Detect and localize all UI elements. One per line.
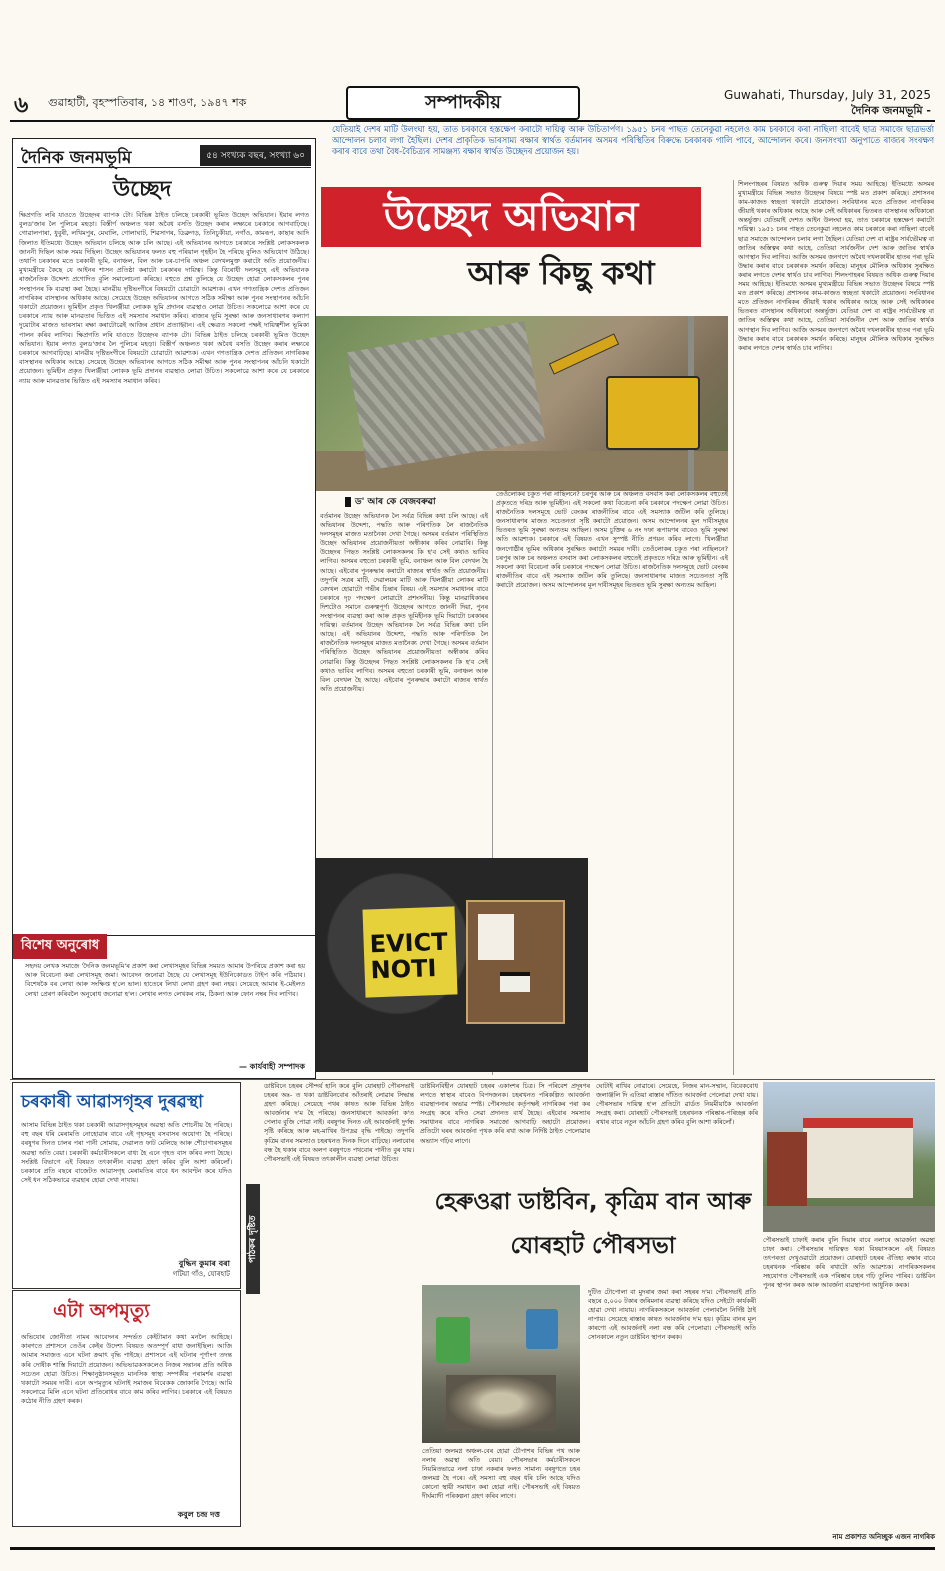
dustbin-column-b: ডাষ্টবিনবিহীন যোৰহাট চহৰৰ একাংশৰ চিত্ৰ। সি পৰিবেশ প্ৰদূষণৰ লগতে স্বাস্থ্যৰ বাবেও বিপদজনক। চহৰখনত পৰিকল্পিত আবৰ্জনা ব্যৱস্থাপনাৰ অভাৱ স্পষ্ট। পৌৰসভাৰ কৰ্তৃপক্ষই নাগৰিকৰ পৰা কৰ সংগ্ৰহ কৰে যদিও সেৱা প্ৰদানত ব্যৰ্থ হৈছে। এইবোৰ সমস্যাৰ সমাধানৰ বাবে নাগৰিক সমাজো আগবাঢ়ি অহাটো প্ৰয়োজন। প্ৰতিটো ঘৰৰ আবৰ্জনা পৃথক কৰি ৰখা আৰু নিৰ্দিষ্ট ঠাইত পেলোৱাৰ অভ্যাস গঢ়িব লাগে। [420,1083,590,1145]
editorial-masthead [17,143,311,168]
letter-death-body: অভিযোৰ জোনীতা নামৰ আবেদনৰ সন্দৰ্ভত কেইটামান কথা মনলৈ আহিছে। কাৰণতে প্ৰশাসনে তেওঁৰ কেইৰ উদেশ্য বিষয়ত অতম্পূৰ্ণ বাধা জনাইছিল। আজি আমাৰ সমাজত এনে ঘটনা ক্ৰমাৎ বৃদ্ধি পাইছে। প্ৰশাসনে এই ঘটনাৰ পূৰ্ণাংগ তদন্ত কৰি দোষীক শাস্তি দিয়াটো প্ৰয়োজন। অভিভাৱকসকলেও নিজৰ সন্তানৰ প্ৰতি অধিক সচেতন হোৱা উচিত। শিক্ষানুষ্ঠানসমূহত মানসিক স্বাস্থ্য সম্পৰ্কীয় পৰামৰ্শৰ ব্যৱস্থা থকাটো সময়ৰ দাবী। এনে অপমৃত্যুৰ ঘটনাই সমাজৰ বিবেকক জোকাৰি গৈছে। আমি সকলোৱে মিলি এনে ঘটনা প্ৰতিৰোধৰ বাবে কাম কৰিব লাগিব। চৰকাৰে এই বিষয়ত কঠোৰ নীতি গ্ৰহণ কৰক। [21,1333,232,1406]
feature-title-line1: উচ্ছেদ অভিযান [321,187,701,247]
editorial-box [12,138,316,940]
page-number: ৬ [14,93,29,118]
letter-housing-author: বুদ্ধিন কুমাৰ বৰা [178,1259,230,1268]
feature-column-3: শিলংপাহৰৰ বিষয়ত অধিক গুৰুত্ব দিয়াৰ সময় আহিছে। ইতিমধ্যে অসমৰ মুখ্যমন্ত্ৰীয়ে বিভিন্ন সভাত উচ্ছেদৰ বিষয়ে স্পষ্ট মত প্ৰকাশ কৰিছে। প্ৰশাসনৰ কাম-কাজত স্বচ্ছতা থকাটো প্ৰয়োজন। সংবিধানৰ মতে প্ৰতিজন নাগৰিকৰ জীয়াই থকাৰ অধিকাৰ আছে আৰু সেই অধিকাৰৰ ভিতৰত বাসস্থানৰ অধিকাৰো অন্তৰ্ভুক্ত। যেতিয়াই দেশত আইন উলংঘা হয়, তাত চৰকাৰে হস্তক্ষেপ কৰাটো দায়িত্ব। ১৯৫১ চনৰ পাছত তেনেকুৱা নহলেও কাম চৰকাৰে কৰা নাছিলা বাবেই ছাত্ৰ সমাজে আন্দোলন চলাব লগা হৈছিল। যেতিয়া দেশ বা ৰাষ্ট্ৰৰ সাৰ্বভৌমত্ব বা জাতিৰ অস্তিত্বৰ কথা আহে, তেতিয়া সাৰ্বজনীন দেশ আৰু জাতিৰ স্বাৰ্থক আগস্থান দিব লাগিব। আজি অসমৰ জনগণে অবৈধ দখলকাৰীৰ হাতৰ পৰা ভূমি উদ্ধাৰ কৰাৰ বাবে চৰকাৰক সমৰ্থন কৰিছে। মানুহৰ মৌলিক অধিকাৰ সুৰক্ষিত কৰাৰ লগতে দেশৰ স্বাৰ্থও চাব লাগিব। শিলংপাহৰৰ বিষয়ত অধিক গুৰুত্ব দিয়াৰ সময় আহিছে। ইতিমধ্যে অসমৰ মুখ্যমন্ত্ৰীয়ে বিভিন্ন সভাত উচ্ছেদৰ বিষয়ে স্পষ্ট মত প্ৰকাশ কৰিছে। প্ৰশাসনৰ কাম-কাজত স্বচ্ছতা থকাটো প্ৰয়োজন। সংবিধানৰ মতে প্ৰতিজন নাগৰিকৰ জীয়াই থকাৰ অধিকাৰ আছে আৰু সেই অধিকাৰৰ ভিতৰত বাসস্থানৰ অধিকাৰো অন্তৰ্ভুক্ত। যেতিয়া দেশ বা ৰাষ্ট্ৰৰ সাৰ্বভৌমত্ব বা জাতিৰ অস্তিত্বৰ কথা আহে, তেতিয়া সাৰ্বজনীন দেশ আৰু জাতিৰ স্বাৰ্থক আগস্থান দিব লাগিব। আজি অসমৰ জনগণে অবৈধ দখলকাৰীৰ হাতৰ পৰা ভূমি উদ্ধাৰ কৰাৰ বাবে চৰকাৰক সমৰ্থন কৰিছে। মানুহৰ মৌলিক অধিকাৰ সুৰক্ষিত কৰাৰ লগতে দেশৰ স্বাৰ্থও চাব লাগিব। [738,181,934,352]
dustbin-article-title: হেৰুওৱা ডাষ্টবিন, কৃত্ৰিম বান আৰু যোৰহাট পৌৰসভা [434,1189,752,1259]
letter-death-signature: কবুল চন্দ্ৰ দত্ত [177,1510,220,1519]
page-header [10,84,935,120]
dustbin-column-c: ঘোটাই ৰাখিব নোৱাৰে। সেয়েহে, নিজৰ মান-সম্মান, বিবেকবোধ জলাঞ্জলি দি এতিয়া ৰাস্তাৰ দাঁতিত আবৰ্জনা পেলোৱা দেখা যায়। পৌৰসভাৰ দায়িত্ব হ'ল প্ৰতিটো ৱাৰ্ডত নিয়মীয়াকৈ আবৰ্জনা সংগ্ৰহ কৰা। যোৰহাট পৌৰসভাই চহৰখনক পৰিষ্কাৰ-পৰিচ্ছন্ন কৰি ৰখাৰ বাবে নতুন আঁচনি গ্ৰহণ কৰিব বুলি আশা কৰিলোঁ। [596,1083,758,1127]
masthead-name: দৈনিক জনমভূমি [21,148,132,168]
letter-housing-signature [173,1258,230,1280]
special-request-body: সহৃদয় লেখক সমাজে 'দৈনিক জনমভূমি'ৰ প্ৰকাশ কৰা লেখাসমূহৰ বিভিন্ন সময়ত আমাৰ উপৰিয়ে প্ৰকাশ কৰা হয় আৰু বিবেচনা কৰা লেখাসমূহ জমা। আবেদন জনোৱা হৈছে যে লেখাসমূহ ইউনিকোডত টাইপ কৰি পঠিয়াব। বিশেষকৈ বৰ লেখা আৰু সংক্ষিপ্ত হ'লে ভাল। হাতেৰে লিখা লেখা গ্ৰহণ কৰা নহয়। সেয়েহে আমাৰ ই-মেইলত লেখা প্ৰেৰণ কৰিবলৈ অনুৰোধ জনোৱা হ'ল। লেখাৰ লগত লেখকৰ নাম, ঠিকনা আৰু ফোন নম্বৰ দিব লাগিব। [25,962,305,998]
readers-view-tag: পাঠকৰ দৃষ্টিত [246,1184,260,1294]
garbage-photo [422,1285,580,1443]
letter-housing-title: চৰকাৰী আৱাসগৃহৰ দুৰৱস্থা [21,1092,204,1112]
feature-column-2: তেওঁলোকৰ চকুত পৰা নাছিলনে? চৰপুৰ আৰু চৰ অঞ্চলত বসবাস কৰা লোকসকলৰ বহুতেই প্ৰকৃততে দৰিদ্ৰ আৰু ভূমিহীন। এই সকলো কথা বিবেচনা কৰি চৰকাৰে পদক্ষেপ লোৱা উচিত। ৰাজনৈতিক দলসমূহে ভোট বেংকৰ ৰাজনীতিৰ বাবে এই সমস্যাক জটিল কৰি তুলিছে। জনসাধাৰণৰ মাজত সচেতনতা সৃষ্টি কৰাটো প্ৰয়োজন। অসম আন্দোলনৰ মূল দাবীসমূহৰ ভিতৰত ভূমি সুৰক্ষা অন্যতম আছিল। অসম চুক্তিৰ ৬ নং দফা ৰূপায়ণৰ বাবেও ভূমি সুৰক্ষা অতি আৱশ্যক। চৰকাৰে এই বিষয়ত এখন সুস্পষ্ট নীতি প্ৰণয়ন কৰিব লাগে। খিলঞ্জীয়া জনগোষ্ঠীৰ ভূমিৰ অধিকাৰ সুৰক্ষিত কৰাটো সময়ৰ দাবী। তেওঁলোকৰ চকুত পৰা নাছিলনে? চৰপুৰ আৰু চৰ অঞ্চলত বসবাস কৰা লোকসকলৰ বহুতেই প্ৰকৃততে দৰিদ্ৰ আৰু ভূমিহীন। এই সকলো কথা বিবেচনা কৰি চৰকাৰে পদক্ষেপ লোৱা উচিত। ৰাজনৈতিক দলসমূহে ভোট বেংকৰ ৰাজনীতিৰ বাবে এই সমস্যাক জটিল কৰি তুলিছে। জনসাধাৰণৰ মাজত সচেতনতা সৃষ্টি কৰাটো প্ৰয়োজন। অসম আন্দোলনৰ মূল দাবীসমূহৰ ভিতৰত ভূমি সুৰক্ষা অন্যতম আছিল। [496,491,728,589]
dustbin-column-a: ডাষ্টবিনে চহৰৰ সৌন্দৰ্য হানি কৰে বুলি যোৰহাট পৌৰসভাই চহৰৰ অঃ- ত থকা ডাষ্টবিনবোৰ আঁতৰাই লোৱাৰ সিদ্ধান্ত গ্ৰহণ কৰিছে। সেয়েহে পথৰ কাষত আৰু বিভিন্ন ঠাইত আবৰ্জনাৰ দ'ম হৈ পৰিছে। জনসাধাৰণে আবৰ্জনা ক'ত পেলাব বুজি পোৱা নাই। বৰষুণৰ দিনত এই আবৰ্জনাই দুৰ্গন্ধ সৃষ্টি কৰিছে আৰু মহ-মাখিৰ উপদ্ৰৱ বৃদ্ধি পাইছে। তদুপৰি কৃত্ৰিম বানৰ সমস্যাও চহৰখনত দিনক দিনে বাঢ়িছে। নলাবোৰ বন্ধ হৈ থকাৰ বাবে অলপ বৰষুণতে পথবোৰ পানীত বুৰ যায়। পৌৰসভাই এই বিষয়ত তৎকালীন ব্যৱস্থা লোৱা উচিত। [264,1083,414,1163]
special-request-box [12,935,316,1079]
feature-byline: ড' আৰ কে বেজবৰুৱা [345,494,495,508]
header-brand: দৈনিক জনমভূমি - [851,104,931,117]
dustbin-column-f: পৌৰসভাই চাফাই কৰাৰ বুলি দিয়াৰ বাবে নলাৰে আৱৰ্জনা অৱস্থা চাফা কৰা। পৌৰসভাৰ দায়িত্বত থকা বিষয়াসকলে এই বিষয়ত তৎপৰতা দেখুওৱাটো প্ৰয়োজন। যোৰহাট চহৰৰ ঐতিহ্য ৰক্ষাৰ বাবে চহৰখনক পৰিষ্কাৰ কৰি ৰখাটো অতি আৱশ্যক। নাগৰিকসকলৰ সহযোগত পৌৰসভাই এক পৰিষ্কাৰ চহৰ গঢ়ি তুলিব পাৰিব। ডাষ্টবিন পুনৰ স্থাপন কৰক আৰু আবৰ্জনা ব্যৱস্থাপনা আধুনিক কৰক। [763,1237,935,1290]
special-request-tag: বিশেষ অনুৰোধ [13,934,107,959]
letter-housing [12,1082,241,1289]
municipality-photo [763,1082,935,1232]
header-date-english: Guwahati, Thursday, July 31, 2025 [724,88,931,102]
letter-death [12,1290,241,1527]
feature-lede: যেতিয়াই দেশৰ মাটি উলংঘা হয়, তাত চৰকাৰে হস্তক্ষেপ কৰাটো দায়িত্ব আৰু উচিতাৰ্পণ। ১৯৫১ চনৰ পাছত তেনেকুৱা নহলেও কাম চৰকাৰে কৰা নাছিলা বাবেই ছাত্ৰ সমাজে ছাত্ৰভৰ্ত্তা আন্দোলন চলাব লগা হৈছিল। দেশৰ প্ৰাকৃতিক ভাৰসাম্য ৰক্ষাৰ স্বাৰ্থত বৰ্তমানৰ অসমৰ পৰিস্থিতিৰ বিৰুদ্ধে চৰকাৰক গালি পাবে, আন্দোলন কৰে। জনসংখ্যা অনুপাতে ৰাজ্যৰ সংৰক্ষণ কৰাৰ বাবে তথা বৈধ-বৈচিত্ৰ্যৰ সামঞ্জস্য ৰক্ষাৰ স্বাৰ্থত উচ্ছেদৰ প্ৰয়োজন হয়। [332,124,934,156]
feature-column-1: বৰ্তমানৰ উচ্ছেদ অভিযানক লৈ সৰ্বত্ৰ বিভিন্ন কথা চলি আছে। এই অভিযানৰ উদ্দেশ্য, পদ্ধতি আৰু পৰিণতিক লৈ ৰাজনৈতিক দলসমূহৰ মাজত মতানৈক্য দেখা গৈছে। অসমৰ বৰ্তমান পৰিস্থিতিত উচ্ছেদ অভিযানৰ প্ৰয়োজনীয়তা অস্বীকাৰ কৰিব নোৱাৰি। কিন্তু উচ্ছেদৰ পিছত সংশ্লিষ্ট লোকসকলৰ কি হ'ব সেই কথাও ভাবিব লাগিব। অসমৰ বহুতো চৰকাৰী ভূমি, বনাঞ্চল আৰু বিল বেদখল হৈ আছে। এইবোৰ পুনৰুদ্ধাৰ কৰাটো ৰাজ্যৰ স্বাৰ্থত অতি প্ৰয়োজনীয়। তদুপৰি সত্ৰৰ মাটি, দেৱালয়ৰ মাটি আৰু খিলঞ্জীয়া লোকৰ মাটি বেদখল হোৱাটো গভীৰ চিন্তাৰ বিষয়। এই সমস্যাৰ সমাধানৰ বাবে চৰকাৰে দৃঢ় পদক্ষেপ লোৱাটো প্ৰশংসনীয়। কিন্তু মানৱাধিকাৰৰ দিশটোও সমানে গুৰুত্বপূৰ্ণ। উচ্ছেদৰ আগতে জাননী দিয়া, পুনৰ সংস্থাপনৰ ব্যৱস্থা কৰা আৰু প্ৰকৃত ভূমিহীনক ভূমি দিয়াটো চৰকাৰৰ দায়িত্ব। বৰ্তমানৰ উচ্ছেদ অভিযানক লৈ সৰ্বত্ৰ বিভিন্ন কথা চলি আছে। এই অভিযানৰ উদ্দেশ্য, পদ্ধতি আৰু পৰিণতিক লৈ ৰাজনৈতিক দলসমূহৰ মাজত মতানৈক্য দেখা গৈছে। অসমৰ বৰ্তমান পৰিস্থিতিত উচ্ছেদ অভিযানৰ প্ৰয়োজনীয়তা অস্বীকাৰ কৰিব নোৱাৰি। কিন্তু উচ্ছেদৰ পিছত সংশ্লিষ্ট লোকসকলৰ কি হ'ব সেই কথাও ভাবিব লাগিব। অসমৰ বহুতো চৰকাৰী ভূমি, বনাঞ্চল আৰু বিল বেদখল হৈ আছে। এইবোৰ পুনৰুদ্ধাৰ কৰাটো ৰাজ্যৰ স্বাৰ্থত অতি প্ৰয়োজনীয়। [320,513,488,693]
evict-notice-text: EVICT NOTI [369,927,449,985]
editorial-body: ক্ষিপ্ৰগতি লৰি যাওতে উচ্ছেদৰ ব্যাপক টো। বিভিন্ন ঠাইত চলিছে চৰকাৰী ভূমিত উচ্ছেদ অভিযান। ইয়াৰ লগত বুলড'জাৰ লৈ পুলিচৰ মহড়া। বিস্তীৰ্ণ অঞ্চলত থকা অবৈধ বসতি উচ্ছেদ কৰাৰ লক্ষ্যৰে চৰকাৰে আগবাঢ়িছে। গোৱালপাৰা, ধুবুৰী, লখিমপুৰ, মেঘালি, গোলাঘাট, শিৱসাগৰ, ডিব্ৰুগড়, তিনিচুকীয়া, নগাঁও, কামৰূপ, কাছাৰ আদি জিলাত ইতিমধ্যে উচ্ছেদ অভিযান চলিছে আৰু চলি আছে। এই অভিযানৰ আগতে চৰকাৰে সংশ্লিষ্ট লোকসকলক জাননী দিছিল আৰু সময় দিছিল। উচ্ছেদ অভিযানৰ ফলত বহু পৰিয়াল গৃহহীন হৈ পৰিছে বুলিও অভিযোগ উঠিছে। তথাপি চৰকাৰৰ মতে চৰকাৰী ভূমি, বনাঞ্চল, বিল আৰু চৰ-চাপৰি অঞ্চল বেদখলমুক্ত কৰাটো অতি প্ৰয়োজনীয়। মুখ্যমন্ত্ৰীয়ে কৈছে যে আইনৰ শাসন প্ৰতিষ্ঠা কৰাটো চৰকাৰৰ দায়িত্ব। কিন্তু বিৰোধী দলসমূহে এই অভিযানক ৰাজনৈতিক উদ্দেশ্য প্ৰণোদিত বুলি সমালোচনা কৰিছে। বহুতে প্ৰশ্ন তুলিছে যে উচ্ছেদ হোৱা লোকসকলৰ পুনৰ সংস্থাপনৰ কি ব্যৱস্থা কৰা হৈছে। মানৱীয় দৃষ্টিভংগীৰে বিষয়টো চোৱাটো আৱশ্যক। এখন গণতান্ত্ৰিক দেশত প্ৰতিজন নাগৰিকৰ বাসস্থানৰ অধিকাৰ আছে। সেয়েহে উচ্ছেদ অভিযানৰ আগতে সঠিক সমীক্ষা আৰু পুনৰ সংস্থাপনৰ আঁচনি থকাটো প্ৰয়োজন। ভূমিহীন প্ৰকৃত খিলঞ্জীয়া লোকক ভূমি প্ৰদানৰ ব্যৱস্থাও লোৱা উচিত। সকলোৱে আশা কৰে যে চৰকাৰে ন্যায় আৰু মানৱতাৰ ভিত্তিত এই সমস্যাৰ সমাধান কৰিব। ৰাজ্যৰ ভূমি সুৰক্ষা আৰু জনসাধাৰণৰ কল্যাণ দুয়োটাৰ মাজত ভাৰসাম্য ৰক্ষা কৰাটোৱেই আজিৰ প্ৰধান প্ৰত্যাহ্বান। এই ক্ষেত্ৰত সকলো পক্ষই দায়িত্বশীল ভূমিকা পালন কৰিব লাগিব। ক্ষিপ্ৰগতি লৰি যাওতে উচ্ছেদৰ ব্যাপক টো। বিভিন্ন ঠাইত চলিছে চৰকাৰী ভূমিত উচ্ছেদ অভিযান। ইয়াৰ লগত বুলড'জাৰ লৈ পুলিচৰ মহড়া। বিস্তীৰ্ণ অঞ্চলত থকা অবৈধ বসতি উচ্ছেদ কৰাৰ লক্ষ্যৰে চৰকাৰে আগবাঢ়িছে। মানৱীয় দৃষ্টিভংগীৰে বিষয়টো চোৱাটো আৱশ্যক। এখন গণতান্ত্ৰিক দেশত প্ৰতিজন নাগৰিকৰ বাসস্থানৰ অধিকাৰ আছে। সেয়েহে উচ্ছেদ অভিযানৰ আগতে সঠিক সমীক্ষা আৰু পুনৰ সংস্থাপনৰ আঁচনি থকাটো প্ৰয়োজন। ভূমিহীন প্ৰকৃত খিলঞ্জীয়া লোকক ভূমি প্ৰদানৰ ব্যৱস্থাও লোৱা উচিত। সকলোৱে আশা কৰে যে চৰকাৰে ন্যায় আৰু মানৱতাৰ ভিত্তিত এই সমস্যাৰ সমাধান কৰিব। [19,211,309,385]
door-image [466,900,565,1024]
header-right [724,88,931,121]
dustbin-signature: নাম প্ৰকাশত অনিচ্ছুক এজন নাগৰিক [832,1533,935,1541]
bulldozer-image [606,376,700,450]
eviction-notice-paper [362,906,457,997]
special-request-signature: — কাৰ্যবাহী সম্পাদক [238,1062,305,1071]
section-title: সম্পাদকীয় [346,86,580,120]
letter-housing-body: আসাম বিভিন্ন ঠাইত থকা চৰকাৰী আৱাসগৃহসমূহৰ অৱস্থা অতি শোচনীয় হৈ পৰিছে। বহু বছৰ ধৰি মেৰামতি নোহোৱাৰ বাবে এই গৃহসমূহ বসবাসৰ অযোগ্য হৈ পৰিছে। বৰষুণৰ দিনত চালৰ পৰা পানী সোমায়, দেৱালত ফাট মেলিছে আৰু শৌচাগাৰসমূহৰ অৱস্থা অতি বেয়া। চৰকাৰী কৰ্মচাৰীসকলে বাধ্য হৈ এনে গৃহত বাস কৰিব লগা হৈছে। সংশ্লিষ্ট বিভাগে এই বিষয়ত তৎকালীন ব্যৱস্থা গ্ৰহণ কৰিব বুলি আশা কৰিলোঁ। চৰকাৰে প্ৰতি বছৰে বাজেটত আৱাসগৃহ মেৰামতিৰ বাবে ধন আবণ্টন কৰে যদিও সেই ধন সঠিকভাৱে ব্যৱহাৰ হোৱা দেখা নাযায়। [21,1121,232,1185]
eviction-photo [316,316,728,491]
editorial-title: উচ্ছেদ [113,176,172,202]
header-date-assamese: গুৱাহাটী, বৃহস্পতিবাৰ, ১৪ শাওণ, ১৯৪৭ শক [48,96,247,109]
dustbin-column-e: দুটিত টোপোলা বা মুদৰাৰ জমা কৰা সহৰৰ দ'ম। পৌৰসভাই প্ৰতি বছৰে ৫,০০০ টকাৰ জৰিমনাৰ ব্যৱস্থা কৰিছে যদিও সেইটো কাৰ্যকৰী হোৱা দেখা নাযায়। নাগৰিকসকলে আবৰ্জনা পেলাবলৈ নিৰ্দিষ্ট ঠাই নাপায়। সেয়েহে ৰাস্তাৰ কাষত আবৰ্জনাৰ দ'ম হয়। কৃত্ৰিম বানৰ মূল কাৰণো এই আবৰ্জনাই নলা বন্ধ কৰি পেলোৱা। পৌৰসভাই অতি সোনকালে নতুন ডাষ্টবিন স্থাপন কৰক। [588,1289,756,1342]
feature-title-line2: আৰু কিছু কথা [467,254,655,292]
footer-rule [10,1547,935,1550]
volume-info: ৫৪ সংখ্যক বছৰ, সংখ্যা ৬০ [200,145,311,166]
header-rule [10,120,935,122]
eviction-notice-illustration [316,858,588,1072]
dustbin-column-d: তেতিয়া জলমগ্ন অঞ্চল-বেৰ হোৱা চৌপাশৰ বিভিন্ন পথ আৰু নলাৰ অৱস্থা অতি বেয়া। পৌৰসভাৰ কৰ্মচাৰীসকলে নিয়মিতভাৱে নলা চাফা নকৰাৰ ফলত সামান্য বৰষুণতে চহৰ জলমগ্ন হৈ পৰে। এই সমস্যা বহু বছৰ ধৰি চলি আছে যদিও কোনো স্থায়ী সমাধান কৰা হোৱা নাই। পৌৰসভাই এই বিষয়ত দীৰ্ঘম্যাদী পৰিকল্পনা গ্ৰহণ কৰিব লাগে। [422,1448,580,1501]
letter-death-title: এটা অপমৃত্যু [53,1300,150,1322]
letter-housing-place: গটিয়া গাঁও, যোৰহাট [172,1270,230,1278]
